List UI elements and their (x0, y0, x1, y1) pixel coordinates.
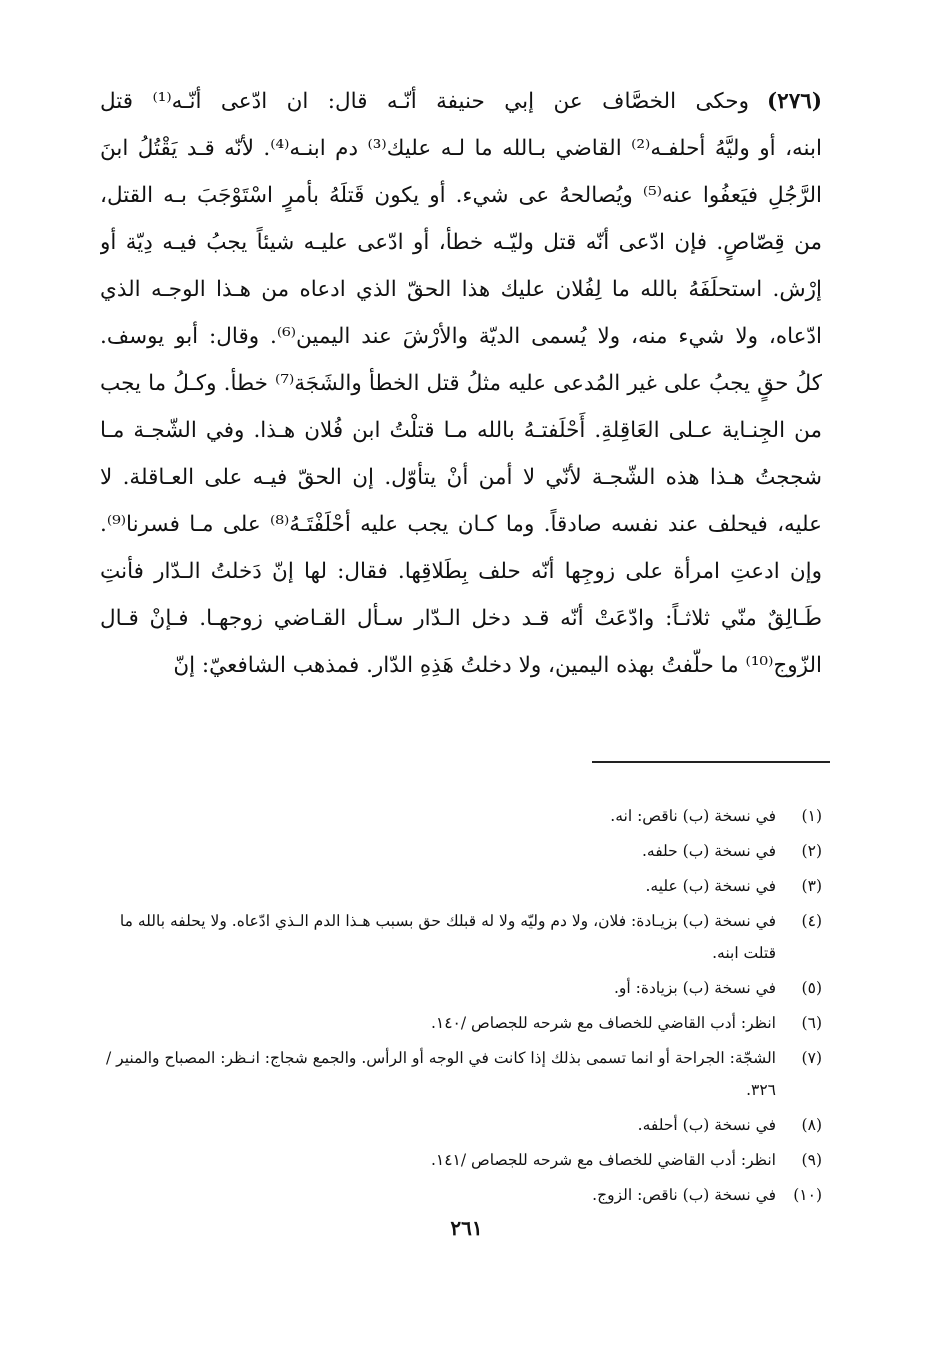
footnote-text: في نسخة (ب) بزيادة: أو. (613, 979, 776, 997)
text-line-content: من قِصّاصٍ. فإن ادّعى أنّه قتل وليّـه خطأ، أو ادّعى عليـه شيئاً يجبُ فيـه دِيّة أو (100, 230, 822, 255)
footnote-text: انظر: أدب القاضي للخصاف مع شرحه للجصاص /١٤٠. (430, 1014, 776, 1032)
footnote-number: (٦) (801, 1014, 822, 1032)
text-line-content: طَـالِقٌ منّي ثلاثـاً: وادّعَتْ أنّه قـد دخل الـدّار سـأل القـاضي زوجهـا. فـإنْ قـال (100, 606, 822, 631)
footnote-text: في نسخة (ب) أحلفه. (637, 1116, 776, 1134)
footnote-number: (٢) (801, 842, 822, 860)
footnote (100, 1042, 822, 1106)
text-line (100, 172, 822, 219)
footnote (100, 905, 822, 969)
footnote (100, 1109, 822, 1141)
footnote-number: (٤) (801, 912, 822, 930)
text-line-content: ادّعاه، ولا شيء منه، ولا يُسمى الديّة والأرْشَ عند اليمين⁽⁶⁾. وقال: أبو يوسف. (100, 324, 822, 349)
footnote-text: في نسخة (ب) بزيـادة: فلان، ولا دم وليّه ولا له قبلك حق بسبب هـذا الدم الـذي ادّعاه. ولا يحلفه بالله ما قتلت ابنه. (119, 912, 776, 962)
text-line-content: وحكى الخصَّاف عن إبي حنيفة أنّـه قال: ان ادّعى أنّـه⁽¹⁾ قتل (100, 89, 749, 114)
footnote-number: (٧) (801, 1049, 822, 1067)
footnote (100, 1007, 822, 1039)
text-line (100, 313, 822, 360)
text-line (100, 360, 822, 407)
footnote (100, 835, 822, 867)
footnote-number: (٩) (801, 1151, 822, 1169)
footnote-text: الشجّة: الجراحة أو انما تسمى بذلك إذا كانت في الوجه أو الرأس. والجمع شجاج: انـظر: المصباح والمنير /٣٢٦. (106, 1049, 776, 1099)
text-line (100, 78, 822, 125)
footnote-text: في نسخة (ب) ناقص: الزوج. (592, 1186, 776, 1204)
text-line (100, 642, 822, 689)
footnote-text: في نسخة (ب) حلفه. (641, 842, 776, 860)
paragraph-number: (٢٧٦) (766, 89, 822, 114)
text-line (100, 548, 822, 595)
footnote (100, 870, 822, 902)
footnote-number: (١٠) (793, 1186, 822, 1204)
text-line (100, 407, 822, 454)
text-line (100, 266, 822, 313)
text-line (100, 454, 822, 501)
footnote (100, 800, 822, 832)
page-number: ٢٦١ (450, 1216, 483, 1240)
footnote-number: (٥) (801, 979, 822, 997)
footnote (100, 972, 822, 1004)
footnote (100, 1144, 822, 1176)
main-text-block (100, 78, 822, 689)
text-line-content: إرْش. استحلَفَهُ بالله ما لِفُلان عليك هذا الحقّ الذي ادعاه من هـذا الوجـه الذي (100, 277, 822, 302)
text-line-content: وإن ادعتِ امرأة على زوجِها أنّه حلف بِطَلاقِها. فقال: لها إنّ دَخلتُ الـدّار فأنتِ (100, 559, 822, 584)
text-line (100, 219, 822, 266)
text-line-content: كلُ حقٍ يجبُ على غير المُدعى عليه مثلُ قتل الخطأ والشَجَة⁽⁷⁾ خطأ. وكـلُ ما يجب (100, 371, 822, 396)
footnote-number: (٣) (801, 877, 822, 895)
text-line-content: الزّوج⁽¹⁰⁾ ما حلّفتُ بهذه اليمين، ولا دخلتُ هَذِهِ الدّار. فمذهب الشافعيّ: إنّ (173, 653, 822, 678)
text-line-content: شججتُ هـذا هذه الشّجـة لأنّي لا أمن أنْ يتأوّل. إن الحقّ فيـه على العـاقلة. لا (100, 465, 822, 490)
text-line-content: من الجِنـاية عـلى العَاقِلةِ. أَحْلَفتـهُ بالله مـا قتلْتُ ابن فُلان هـذا. وفي الشّجـة مـا (100, 418, 822, 443)
text-line-content: ابنه، أو وليَّهُ أحلفـه⁽²⁾ القاضي بـالله ما لـه عليك⁽³⁾ دم ابنـه⁽⁴⁾. لأنّه قـد يَقْتُلُ ابنَ (100, 136, 822, 161)
footnote-text: في نسخة (ب) عليه. (645, 877, 776, 895)
footnote-number: (٨) (801, 1116, 822, 1134)
footnote-number: (١) (801, 807, 822, 825)
text-line (100, 595, 822, 642)
footnotes-block (100, 800, 822, 1214)
footnote-separator-rule (592, 761, 830, 763)
text-line-content: الرَّجُلِ فيَعفُوا عنه⁽⁵⁾ ويُصالحهُ عى شيء. أو يكون قَتلَهُ بأمرٍ اسْتَوْجَبَ بـه القتل، (100, 183, 822, 208)
text-line (100, 501, 822, 548)
footnote-text: في نسخة (ب) ناقص: انه. (610, 807, 776, 825)
footnote (100, 1179, 822, 1211)
footnote-text: انظر: أدب القاضي للخصاف مع شرحه للجصاص /١٤١. (430, 1151, 776, 1169)
text-line-content: عليه، فيحلف عند نفسه صادقاً. وما كـان يجب عليه أحْلَفْتَـهُ⁽⁸⁾ على مـا فسرنا⁽⁹⁾. (100, 512, 822, 537)
text-line (100, 125, 822, 172)
